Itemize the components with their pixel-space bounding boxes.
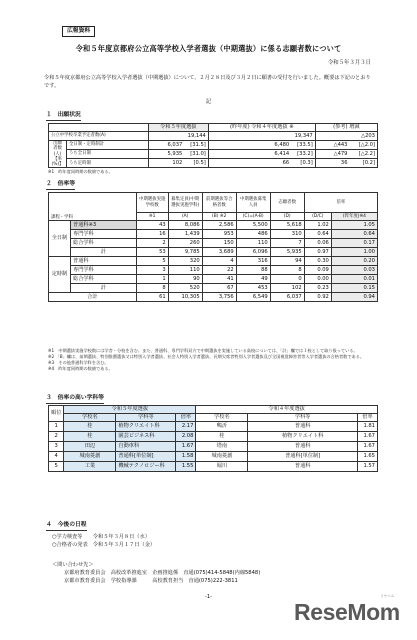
cell: [31.5] xyxy=(184,141,208,150)
table-row xyxy=(49,462,378,472)
cell: [△2.2] xyxy=(350,150,378,159)
side-label: 出願者数(人)【率(%)】 xyxy=(49,141,67,168)
cell: 1.55 xyxy=(176,462,196,472)
cell: 1 xyxy=(49,422,64,432)
row-label: 普通科 xyxy=(71,257,137,266)
corner-cell: 課程・学科 xyxy=(49,193,137,221)
cell: 0.06 xyxy=(304,239,331,248)
row-label: 計 xyxy=(71,284,137,293)
row-label: 普通科※3 xyxy=(71,221,137,230)
cell: 6,096 xyxy=(236,248,270,257)
cell: 1 xyxy=(136,275,168,284)
row-label: 公立中学校卒業予定者数(A) xyxy=(49,132,149,141)
cell: 2.17 xyxy=(176,422,196,432)
note-line: ※2 「B」欄は、前期選抜、特別推薦選抜又は特別入学者選抜、社会人特別入学者選抜、長期欠席者特別入学者選抜及び全国視覚障害者等入学者選抜の合格者数である。 xyxy=(48,354,365,360)
table-row xyxy=(49,230,378,239)
table-row xyxy=(49,284,378,293)
cell: △203 xyxy=(315,132,377,141)
cell: [0.5] xyxy=(184,159,208,168)
contact-line: 京都府教育委員会 高校改革推進室 企画推進係 直通(075)414-5848(内線5848) xyxy=(64,569,261,576)
row-label: 総合学科 xyxy=(71,275,137,284)
cell: 8,086 xyxy=(168,221,202,230)
cell: 43 xyxy=(136,221,168,230)
cell: 3,689 xyxy=(202,248,236,257)
cell: 6,549 xyxy=(236,293,270,302)
section2-title: ２ 倍率等 xyxy=(46,181,75,190)
cell: [0.3] xyxy=(291,159,315,168)
cell: 520 xyxy=(168,284,202,293)
cell: 0 xyxy=(270,275,304,284)
cell: 66 xyxy=(208,159,291,168)
header-y4: 令和４年度選抜 xyxy=(196,406,378,414)
cell: 453 xyxy=(236,284,270,293)
cell: 城南菱創 xyxy=(64,452,116,462)
cell: 5,618 xyxy=(270,221,304,230)
cell: 88 xyxy=(236,266,270,275)
cell: 53 xyxy=(136,248,168,257)
cell: 0.15 xyxy=(331,284,377,293)
cell: 0.00 xyxy=(304,275,331,284)
course-label: 定時制 xyxy=(49,257,71,293)
table-row xyxy=(49,442,378,452)
cell: 1.67 xyxy=(176,442,196,452)
cell: 桂 xyxy=(196,432,248,442)
cell: 1.67 xyxy=(358,442,378,452)
cell: 41 xyxy=(202,275,236,284)
press-release-tag: 広報資料 xyxy=(62,26,95,37)
cell: 自動車科 xyxy=(116,442,176,452)
cell: 0.03 xyxy=(331,266,377,275)
table-row xyxy=(49,432,378,442)
col-header: 学校名 xyxy=(196,414,248,422)
cell: 0.64 xyxy=(304,230,331,239)
course-label: 全日制 xyxy=(49,221,71,257)
cell: 6,480 xyxy=(208,141,291,150)
table-row xyxy=(49,239,378,248)
cell: 67 xyxy=(202,284,236,293)
cell: 110 xyxy=(168,266,202,275)
intro-paragraph: 令和５年度京都府公立高等学校入学者選抜（中期選抜）について、２月２８日及び３月２日に願書の受付を行いました。概要は下記のとおりです。 xyxy=(44,75,371,90)
table-row xyxy=(49,221,378,230)
row-label: 合計 xyxy=(49,293,137,302)
contact-line: 京都市教育委員会 学校指導課 高校教育担当 直通(075)222-3811 xyxy=(64,577,238,584)
col-header: 中期選抜募集人員 xyxy=(236,193,270,213)
col-header: 前期選抜等合格者数 xyxy=(202,193,236,213)
cell: 普通科 xyxy=(248,442,358,452)
cell: 普通科 xyxy=(248,422,358,432)
cell: 1.02 xyxy=(304,221,331,230)
col-header: 学科等 xyxy=(116,414,176,422)
cell: 2.08 xyxy=(176,432,196,442)
cell: 16 xyxy=(136,230,168,239)
cell: 102 xyxy=(148,159,184,168)
cell: 5,935 xyxy=(148,150,184,159)
cell: 1.00 xyxy=(331,248,377,257)
cell: 堀川 xyxy=(196,462,248,472)
cell: 桂 xyxy=(64,422,116,432)
row-label: 専門学科 xyxy=(71,230,137,239)
rank-header: 順位 xyxy=(49,406,64,422)
cell: 桂 xyxy=(64,432,116,442)
cell: 0.20 xyxy=(331,257,377,266)
sub-header: (D/C) xyxy=(304,213,331,221)
cell: 1.81 xyxy=(358,422,378,432)
cell: 19,347 xyxy=(208,132,315,141)
sub-header: (C)=(A-B) xyxy=(236,213,270,221)
cell: 260 xyxy=(168,239,202,248)
cell: 4 xyxy=(202,257,236,266)
application-status-table xyxy=(48,123,378,168)
table-row xyxy=(49,257,378,266)
table-row xyxy=(49,275,378,284)
cell: 36 xyxy=(315,159,349,168)
cell: 2 xyxy=(136,239,168,248)
cell: [33.2] xyxy=(291,150,315,159)
cell: 0.09 xyxy=(304,266,331,275)
cell: 2 xyxy=(49,432,64,442)
cell: 5,935 xyxy=(270,248,304,257)
cell: 5 xyxy=(136,257,168,266)
header-last-year: (昨年度) 令和４年度選抜 ※ xyxy=(208,124,315,132)
sub-header: (A) xyxy=(168,213,202,221)
cell: 2,586 xyxy=(202,221,236,230)
high-ratio-table xyxy=(48,405,378,472)
table-row xyxy=(49,248,378,257)
cell: 田辺 xyxy=(64,442,116,452)
cell: 0.94 xyxy=(331,293,377,302)
cell: 工業 xyxy=(64,462,116,472)
row-label: 専門学科 xyxy=(71,266,137,275)
sub-header: (B) ※2 xyxy=(202,213,236,221)
cell: 0.64 xyxy=(331,230,377,239)
cell: 94 xyxy=(270,257,304,266)
section4-title: ４ 今後の日程 xyxy=(46,522,87,531)
cell: 植物クリエイト科 xyxy=(248,432,358,442)
cell: 塔南 xyxy=(196,442,248,452)
cell: 普通科 xyxy=(248,462,358,472)
cell: 0.92 xyxy=(304,293,331,302)
cell: 90 xyxy=(168,275,202,284)
cell: △443 xyxy=(315,141,349,150)
cell: 49 xyxy=(236,275,270,284)
cell: 機械テクノロジー科 xyxy=(116,462,176,472)
col-header: 倍率 xyxy=(304,193,377,213)
col-header: 倍率 xyxy=(176,414,196,422)
cell: 4 xyxy=(49,452,64,462)
cell: [33.5] xyxy=(291,141,315,150)
contact-block xyxy=(52,562,260,585)
resemom-logo: ReseMom xyxy=(294,599,400,625)
corner-cell xyxy=(49,124,149,132)
schedule xyxy=(52,533,155,549)
cell: 102 xyxy=(270,284,304,293)
cell: 953 xyxy=(202,230,236,239)
cell: 6,037 xyxy=(270,293,304,302)
cell: 22 xyxy=(202,266,236,275)
cell: 150 xyxy=(202,239,236,248)
col-header: 募集定員(中期選抜実施学科) xyxy=(168,193,202,213)
sub-header: ※1 xyxy=(136,213,168,221)
cell: 9,785 xyxy=(168,248,202,257)
schedule-line: ○学力検査等 令和５年３月８日（水） xyxy=(52,534,150,540)
col-header: 志願者数 xyxy=(270,193,304,213)
cell: 鴨沂 xyxy=(196,422,248,432)
row-label: うち定時制 xyxy=(67,159,149,168)
note-line: ※4 昨年度同時期の数値である。 xyxy=(48,366,113,372)
sub-header: (D) xyxy=(270,213,304,221)
cell: 0.01 xyxy=(331,275,377,284)
cell: 310 xyxy=(270,230,304,239)
cell: 普通科[単位制] xyxy=(248,452,358,462)
note-line: ※1 中期選抜実施学校数には学舎・分校を含む。また、普通科、専門学科双方で中期選抜を実施している高校については、「計」欄では１校として取り扱っている。 xyxy=(48,348,358,353)
row-label: 総合学科 xyxy=(71,239,137,248)
header-y5: 令和５年度選抜 xyxy=(64,406,196,414)
cell: 1.58 xyxy=(176,452,196,462)
cell: 3,756 xyxy=(202,293,236,302)
cell: 1,439 xyxy=(168,230,202,239)
cell: 3 xyxy=(136,266,168,275)
note-line: ※3 その他普通科学科を含む。 xyxy=(48,360,109,366)
col-header: 倍率 xyxy=(358,414,378,422)
cell: 城南菱創 xyxy=(196,452,248,462)
row-label: 計 xyxy=(71,248,137,257)
resemom-logo-sub: リセマム xyxy=(380,594,395,598)
section3-title: ３ 倍率の高い学科等 xyxy=(46,395,104,404)
schedule-line: ○合格者の発表 令和５年３月１７日（金） xyxy=(52,542,156,549)
cell: 1.67 xyxy=(358,432,378,442)
table-row xyxy=(49,452,378,462)
cell: 8 xyxy=(270,266,304,275)
cell: 0.97 xyxy=(304,248,331,257)
cell: 普通科[単位制] xyxy=(116,452,176,462)
row-label: うち全日制 xyxy=(67,150,149,159)
sub-header: (昨年度)※4 xyxy=(331,213,377,221)
cell: 植物クリエイト科 xyxy=(116,422,176,432)
cell: 0.30 xyxy=(304,257,331,266)
cell: 8 xyxy=(136,284,168,293)
cell: 1.57 xyxy=(358,462,378,472)
cell: 5 xyxy=(49,462,64,472)
col-header: 学校名 xyxy=(64,414,116,422)
ratio-table xyxy=(48,192,378,302)
cell: 19,144 xyxy=(148,132,208,141)
contact-label: ＜問い合わせ先＞ xyxy=(52,562,94,568)
cell: 0.17 xyxy=(331,239,377,248)
cell: 5,500 xyxy=(236,221,270,230)
col-header: 学科等 xyxy=(248,414,358,422)
cell: 61 xyxy=(136,293,168,302)
header-current-year: 令和５年度選抜 xyxy=(148,124,208,132)
cell: 1.65 xyxy=(358,452,378,462)
cell: 6,037 xyxy=(148,141,184,150)
cell: 316 xyxy=(236,257,270,266)
col-header: 中期選抜実施学校数 xyxy=(136,193,168,213)
cell: [31.0] xyxy=(184,150,208,159)
document-date: 令和５年３月３日 xyxy=(327,60,371,66)
cell: 6,414 xyxy=(208,150,291,159)
cell: 10,305 xyxy=(168,293,202,302)
cell: 320 xyxy=(168,257,202,266)
cell: △479 xyxy=(315,150,349,159)
cell: 1.05 xyxy=(331,221,377,230)
table-row-total xyxy=(49,293,378,302)
ki-heading: 記 xyxy=(205,99,212,105)
cell: 3 xyxy=(49,442,64,452)
document-title: 令和５年度京都府公立高等学校入学者選抜（中期選抜）に係る志願者数について xyxy=(75,44,342,53)
page-number: -1- xyxy=(204,594,213,600)
cell: [0.2] xyxy=(350,159,378,168)
cell: 486 xyxy=(236,230,270,239)
row-label: 全日制・定時制計 xyxy=(67,141,149,150)
cell: 園芸ビジネス科 xyxy=(116,432,176,442)
section2-notes xyxy=(48,348,378,372)
cell: [△2.0] xyxy=(350,141,378,150)
section1-note: ※1 昨年度同時期の数値である。 xyxy=(48,169,113,174)
cell: 0.23 xyxy=(304,284,331,293)
header-change: (参考) 増減 xyxy=(315,124,377,132)
section1-title: １ 出願状況 xyxy=(46,112,81,121)
table-row xyxy=(49,266,378,275)
cell: 7 xyxy=(270,239,304,248)
cell: 110 xyxy=(236,239,270,248)
table-row xyxy=(49,422,378,432)
